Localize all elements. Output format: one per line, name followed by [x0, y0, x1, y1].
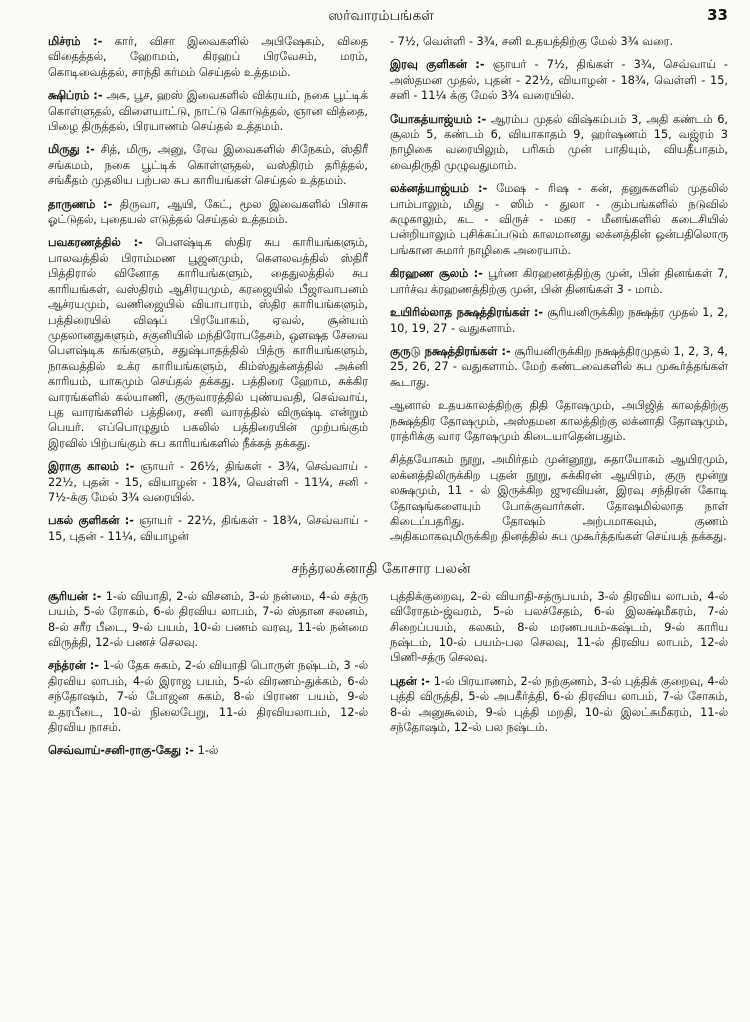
block-text: சூரியனிருக்கிற நக்ஷத்திரமுதல் 1, 2, 3, 4, 25, 26, 27 - வதுகளாம். மேற் கண்டவைகளில் சுப முகூர்த்தங்கள் கூடாது.: [390, 344, 729, 389]
running-title: ஸர்வாரம்பங்கள்: [328, 8, 434, 24]
block-heading: உயிரில்லாத நக்ஷத்திரங்கள் :-: [390, 306, 544, 320]
text-block: [34, 88, 368, 134]
lower-right-column: [376, 589, 728, 767]
block-heading: சந்த்ரன் :-: [48, 659, 99, 673]
block-text: ஆனால் உதயகாலத்திற்கு திதி தோஷமும், அபிஜித் காலத்திற்கு நக்ஷத்திர தோஷமும், அஸ்தமன காலத்திற்கு லக்னாதி தோஷமும், ராத்ரிக்கு வார தோஷமும் கிடையாதென்பதும்.: [390, 399, 728, 443]
text-block: [34, 142, 368, 188]
lower-columns: [34, 589, 728, 767]
block-text: கார், விசா இவைகளில் அபிஷேகம், விதை விதைத்தல், ஹோமம், கிரஹப் பிரவேசம், மரம், கொடிவைத்தல், சாந்தி கர்மம் செய்தல் உத்தமம்.: [48, 35, 369, 79]
block-text: மேஷ - ரிஷ - கன், தனுசுகளில் முதலில் பாம்பாலும், மிது - ஸிம் - துலா - கும்பங்களில் நடுவில் கழுகாலும், கட - விருச் - மகர - மீனங்களில் கடைசியில் பன்றியாலும் புசிக்கப்படும் காலமானது லக்னத்தின் ஒன்பதிலொரு பங்கான சுமார் நாழிகை அரையாம்.: [390, 182, 728, 257]
text-block: [376, 589, 728, 666]
block-heading: மிருது :-: [48, 143, 95, 157]
text-block: [34, 658, 368, 735]
block-heading: பகல் குளிகன் :-: [48, 514, 134, 528]
page-number: 33: [707, 6, 728, 24]
page-header: [34, 4, 728, 34]
lower-left-column: [34, 589, 368, 767]
block-heading: தாருணம் :-: [48, 197, 113, 211]
section-title: சந்த்ரலக்னாதி கோசார பலன்: [291, 560, 471, 577]
block-text: ஞாயர் - 7½, திங்கள் - 3¾, செவ்வாய் - அஸ்தமன முதல், புதன் - 22½, வியாழன் - 18¾, வெள்ளி - 15, சனி - 11¼ க்கு மேல் 3¾ வரையில்.: [390, 58, 729, 103]
block-text: ஆரம்ப முதல் விஷ்கம்பம் 3, அதி கண்டம் 6, சூலம் 5, கண்டம் 6, வியாகாதம் 9, ஹர்ஷணம் 15, வஜ்ரம் 3 நாழிகை வரையிலும், பரிகம் முன் பாதியும், வியதீபாதம், வைதிருதி முழுவதுமாம்.: [390, 112, 728, 172]
upper-columns: [34, 34, 728, 553]
text-block: [34, 459, 368, 505]
text-block: [376, 266, 728, 297]
block-heading: இராகு காலம் :-: [48, 460, 135, 474]
right-column: [376, 34, 728, 553]
text-block: [376, 452, 728, 544]
block-text: ஞாயர் - 22½, திங்கள் - 18¾, செவ்வாய் - 15, புதன் - 11¼, வியாழன்: [48, 514, 369, 543]
block-heading: செவ்வாய்-சனி-ராகு-கேது :-: [48, 744, 194, 758]
text-block: [376, 181, 728, 258]
block-heading: குருடு நக்ஷத்திரங்கள் :-: [390, 344, 511, 358]
text-block: [376, 112, 728, 174]
block-text: பூர்ண கிரஹணத்திற்கு முன், பின் தினங்கள் 7, பார்ச்வ க்ரஹணத்திற்கு முன், பின் தினங்கள் 3 - மாம்.: [390, 267, 728, 296]
block-text: சித், மிரு, அனு, ரேவ இவைகளில் சிநேகம், ஸ்திரீ சங்கமம், நகை பூட்டிக் கொள்ளுதல், வஸ்திரம் தரித்தல், சங்கீதம் முதலிய பற்பல சுப காரியங்கள் செய்தல் உத்தமம்.: [48, 143, 369, 188]
block-heading: மிச்ரம் :-: [48, 35, 103, 48]
text-block: [376, 674, 728, 736]
text-block: [34, 743, 368, 758]
block-text: சூரியனிருக்கிற நக்ஷத்ர முதல் 1, 2, 10, 19, 27 - வதுகளாம்.: [390, 306, 728, 335]
block-text: சித்தயோகம் நூறு, அமிர்தம் முன்னூறு, சுதாயோகம் ஆயிரமும், லக்னத்திலிருக்கிற புதன் நூறு, சுக்கிரன் ஆயிரம், குரு மூன்று லக்ஷமும், 11 - ல் இருக்கிற ஜுரவியன், இரவு சந்திரன் கோடி தோஷங்களையும் போக்குவார்கள். தோஷமில்லாத நாள் கிடைப்பதரிது. தோஷம் அற்பமாகவும், குணம் அதிகமாகவுமிருக்கிற தினத்தில் சுப முகூர்த்தங்கள் செய்யத் தக்கது.: [390, 453, 728, 544]
block-text: 1-ல்: [197, 744, 219, 758]
text-block: [34, 34, 368, 80]
text-block: [376, 34, 728, 49]
block-text: ஞாயர் - 26½, திங்கள் - 3¾, செவ்வாய் - 22½, புதன் - 15, வியாழன் - 18¾, வெள்ளி - 11¼, சனி - 7½-க்கு மேல் 3¾ வரையில்.: [48, 460, 369, 504]
block-heading: லக்னத்யாஜ்யம் :-: [390, 182, 488, 196]
block-text: 1-ல் வியாதி, 2-ல் விசனம், 3-ல் நன்மை, 4-ல் சத்ரு பயம், 5-ல் ரோகம், 6-ல் திரவிய லாபம், 7-ல் ஸ்தான சலனம், 8-ல் சரீர பீடை, 9-ல் பயம், 10-ல் பணம் வரவு, 11-ல் நன்மை விருத்தி, 12-ல் பணச் செலவு.: [48, 589, 368, 649]
text-block: [34, 197, 368, 228]
block-text: 1-ல் தேக சுகம், 2-ல் வியாதி பொருள் நஷ்டம், 3 -ல் திரவிய லாபம், 4-ல் இராஜ பயம், 5-ல் விரணம்-துக்கம், 6-ல் சந்தோஷம், 7-ல் போஜன சுகம், 8-ல் பிராண பயம், 9-ல் உதரபீடை, 10-ல் நிலைபேறு, 11-ல் திரவியலாபம், 12-ல் திரவிய நாசம்.: [48, 659, 368, 735]
block-heading: புதன் :-: [390, 674, 430, 688]
text-block: [34, 235, 368, 451]
block-text: 1-ல் பிரயாணம், 2-ல் நற்குணம், 3-ல் புத்திக் குறைவு, 4-ல் புத்தி விருத்தி, 5-ல் அபகீர்த்தி, 6-ல் திரவிய லாபம், 7-ல் சோகம், 8-ல் அனுகூலம், 9-ல் புத்தி மறதி, 10-ல் இலட்சுமீகரம், 11-ல் சந்தோஷம், 12-ல் பல நஷ்டம்.: [390, 674, 728, 735]
text-block: [376, 344, 728, 390]
block-heading: சூரியன் :-: [48, 589, 102, 603]
block-heading: பவகரணத்தில் :-: [48, 236, 143, 250]
block-heading: க்ஷிப்ரம் :-: [48, 89, 103, 103]
text-block: [376, 305, 728, 336]
block-heading: கிரஹண சூலம் :-: [390, 267, 483, 281]
text-block: [34, 513, 368, 544]
block-heading: இரவு குளிகன் :-: [390, 58, 485, 72]
text-block: [376, 398, 728, 444]
block-text: திருவா, ஆயி, கேட், மூல இவைகளில் பிசாசு ஓட்டுதல், புதையல் எடுத்தல் செய்தல் உத்தமம்.: [48, 197, 368, 227]
block-heading: யோகத்யாஜ்யம் :-: [390, 112, 487, 126]
block-text: - 7½, வெள்ளி - 3¾, சனி உதயத்திற்கு மேல் 3¾ வரை.: [390, 35, 674, 48]
block-text: அசு, பூச, ஹஸ் இவைகளில் விக்ரயம், நகை பூட்டிக் கொள்ளுதல், விளையாட்டு, நாட்டு கொடுத்தல், ஞான வித்தை, பிழை திருத்தல், பிரயாணம் செய்தல் உத்தமம்.: [48, 89, 368, 134]
text-block: [376, 57, 728, 103]
text-block: [34, 589, 368, 651]
block-text: பௌஷ்டிக ஸ்திர சுப காரியங்களும், பாலவத்தில் பிராம்மண பூஜனமும், கௌலவத்தில் ஸ்திரீ பித்திரால் வினோத காரியங்களும், தைதுலத்தில் சுப காரியங்கள், வஸ்திரம் ஆசிரயமும், கரஜையில் பீஜாவாபனம் ஆச்ரயமும், வணிஜையில் வியாபாரம், ஸ்திர காரியங்களும், பத்திரையில் விஷப் பிரயோகம், ஏவல், சூன்யம் முதலானதுகளும், சகுனியில் மந்திரோபதேசம், ஔஷத சேவை பௌஷ்டிக கங்களும், சதுஷ்பாதத்தில் பித்ரு காரியங்களும், நாகவத்தில் உக்ர காரியங்களும், கிம்ஸ்துக்னத்தில் அக்னி காரியம், யாகமும் செய்தல் தக்கது. பத்திரை ஹோம, சுக்கிர வாரங்களில் கல்யாணி, குருவாரத்தில் புண்யவதி, செவ்வாய், புத வாரங்களில் பத்திரை, சனி வாரத்தில் விருஷ்டி என்றும் பெயர். எப்பொழுதும் பகலில் பத்திரையின் முற்பங்கும் இரவில் பிற்பங்கும் சுப காரியங்களில் நீக்கத் தக்கது.: [48, 236, 369, 450]
block-text: புத்திக்குறைவு, 2-ல் வியாதி-சத்ருபயம், 3-ல் திரவிய லாபம், 4-ல் விரோதம்-ஜ்வரம், 5-ல் பலச்சேதம், 6-ல் இலக்ஷ்மீகரம், 7-ல் சிறைப்பயம், கலகம், 8-ல் மரணபயம்-கஷ்டம், 9-ல் காரிய நஷ்டம், 10-ல் பயம்-பல செலவு, 11-ல் திரவிய லாபம், 12-ல் பிணி-சத்ரு செலவு.: [390, 589, 728, 665]
left-column: [34, 34, 368, 553]
